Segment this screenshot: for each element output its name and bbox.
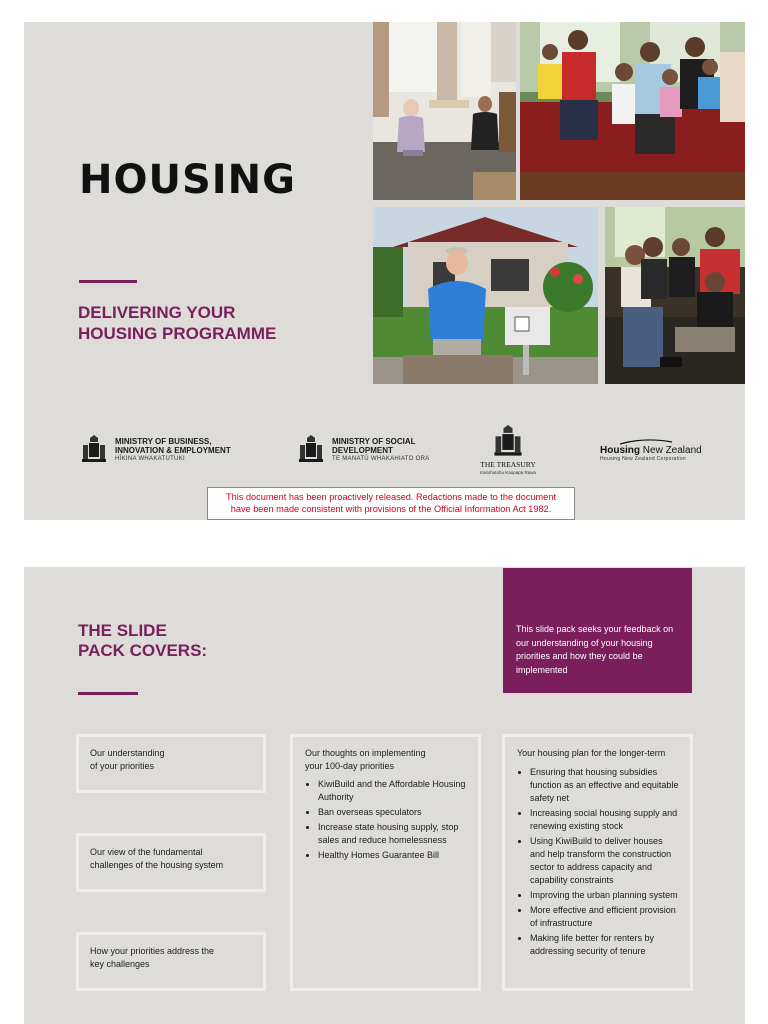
cover-slide <box>24 22 745 520</box>
page-title: HOUSING <box>79 157 296 203</box>
topic-line: challenges of the housing system <box>90 860 224 870</box>
topic-line: key challenges <box>90 959 150 969</box>
list-item: • KiwiBuild and the Affordable Housing Authority <box>318 778 467 804</box>
box-heading: Your housing plan for the longer-term <box>517 748 666 758</box>
notice-line: have been made consistent with provisions of the Official Information Act 1982. <box>230 504 552 514</box>
list-item: • Increasing social housing supply and renewing existing stock <box>530 807 679 833</box>
topic-line: Our understanding <box>90 748 165 758</box>
heading-line: THE SLIDE <box>78 621 167 640</box>
contents-slide <box>24 567 745 1024</box>
list-item: • Ban overseas speculators <box>318 806 467 819</box>
subtitle-line: DELIVERING YOUR <box>78 303 236 322</box>
topic-line: How your priorities address the <box>90 946 215 956</box>
mbie-maori-name: HĪKINA WHAKATUTUKI <box>115 455 185 462</box>
topic-box <box>76 734 266 793</box>
section-heading <box>78 621 207 661</box>
msd-maori-name: TE MANATŪ WHAKAHIATO ORA <box>332 455 430 462</box>
subtitle-line: HOUSING PROGRAMME <box>78 324 277 343</box>
hnz-name-rest: New Zealand <box>642 445 702 456</box>
photo-man-house <box>373 207 598 384</box>
mbie-name-line: INNOVATION & EMPLOYMENT <box>115 445 231 455</box>
photo-elderly-women <box>373 22 516 200</box>
feedback-callout: This slide pack seeks your feedback on our understanding of your housing priorities and how they could be implemented <box>503 568 692 693</box>
list-item: • Increase state housing supply, stop sales and reduce homelessness <box>318 821 467 847</box>
topic-box <box>76 833 266 892</box>
heading-rule <box>78 692 138 695</box>
release-notice <box>207 487 575 520</box>
notice-line: This document has been proactively released. Redactions made to the document <box>226 492 556 502</box>
page-subtitle <box>78 302 368 344</box>
list-item: • Using KiwiBuild to deliver houses and help transform the construction sector to address capacity and capability constraints <box>530 835 679 887</box>
list-item: • Improving the urban planning system <box>530 889 679 902</box>
box-heading: your 100-day priorities <box>305 761 395 771</box>
hnz-corporation: Housing New Zealand Corporation <box>600 456 687 462</box>
logo-treasury <box>480 425 536 475</box>
topic-line: Our view of the fundamental <box>90 847 203 857</box>
nz-crest-icon <box>79 435 109 465</box>
heading-line: PACK COVERS: <box>78 641 208 660</box>
topic-line: of your priorities <box>90 761 155 771</box>
mbie-name-line: MINISTRY OF BUSINESS, <box>115 436 212 446</box>
plan-list <box>517 766 679 958</box>
treasury-maori-name: Kaitohutohu Kaupapa Rawa <box>480 470 537 475</box>
msd-name-line: DEVELOPMENT <box>332 445 393 455</box>
logo-mbie <box>79 435 231 465</box>
list-item: • More effective and efficient provision of infrastructure <box>530 904 679 930</box>
priorities-list <box>305 778 467 862</box>
list-item: • Making life better for renters by addressing security of tenure <box>530 932 679 958</box>
logo-housing-nz <box>600 439 702 462</box>
treasury-name: THE TREASURY <box>480 460 536 469</box>
photo-teenagers <box>605 207 745 384</box>
msd-name-line: MINISTRY OF SOCIAL <box>332 436 416 446</box>
title-rule <box>79 280 137 283</box>
photo-family-couch <box>520 22 745 200</box>
nz-crest-icon <box>488 425 528 459</box>
list-item: • Ensuring that housing subsidies function as an effective and equitable safety net <box>530 766 679 805</box>
longer-term-plan-box <box>502 734 693 991</box>
list-item: • Healthy Homes Guarantee Bill <box>318 849 467 862</box>
box-heading: Our thoughts on implementing <box>305 748 426 758</box>
nz-crest-icon <box>296 435 326 465</box>
logo-msd <box>296 435 430 465</box>
topic-box <box>76 932 266 991</box>
hnz-name-bold: Housing <box>600 445 640 456</box>
100-day-priorities-box <box>290 734 481 991</box>
